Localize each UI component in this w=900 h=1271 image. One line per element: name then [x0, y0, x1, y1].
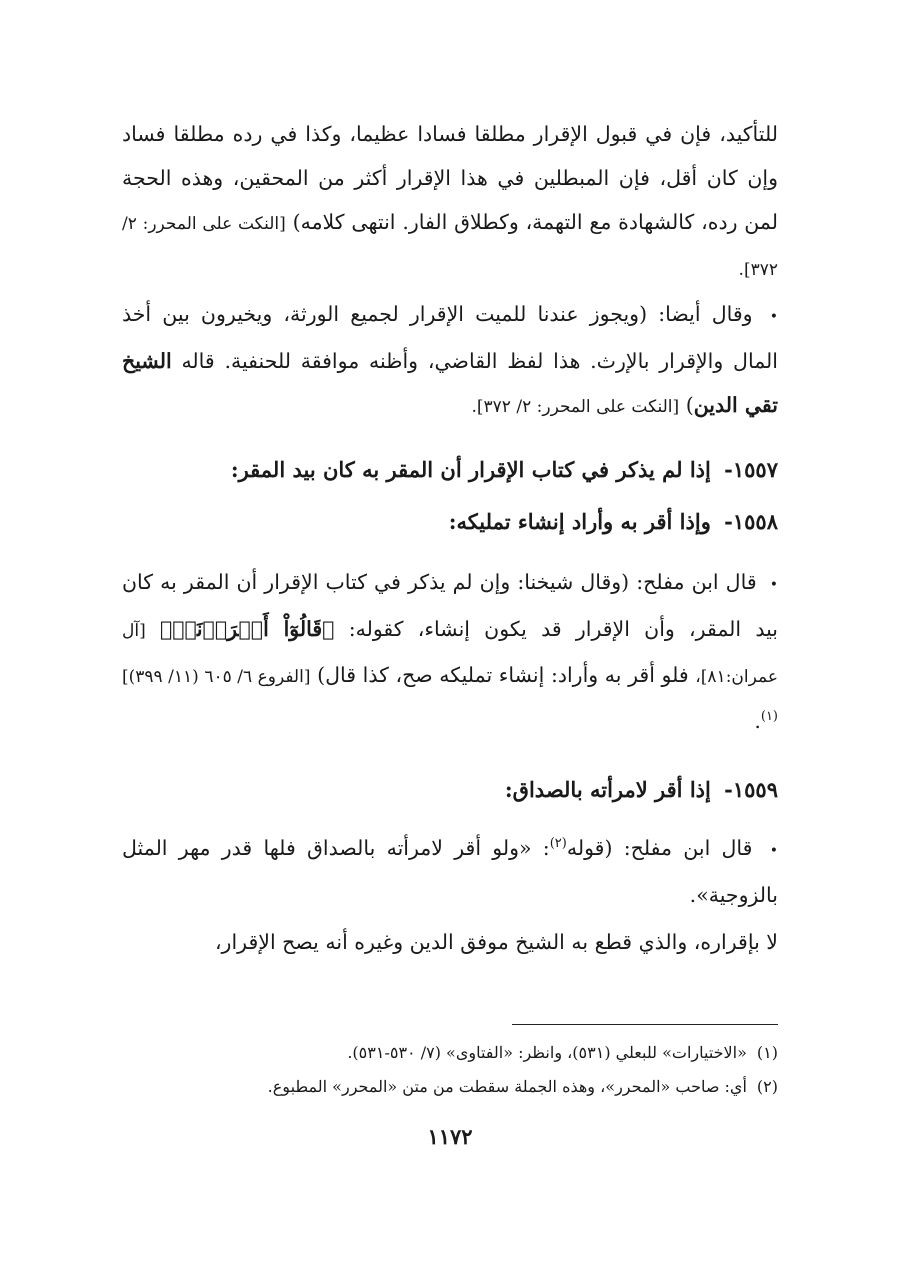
quran-reference: [آل عمران:٨١]،	[122, 621, 778, 687]
paragraph-4-text-2: : «ولو أقر لامرأته بالصداق فلها قدر مهر المثل بالزوجية».	[122, 836, 778, 907]
page-number: ١١٧٢	[427, 1124, 473, 1149]
paragraph-3-text-2: فلو أقر به وأراد: إنشاء تمليكه صح، كذا قال)	[317, 663, 689, 687]
quran-verse: ﴿قَالُوٓاْ أَقۡرَرۡنَاۚ﴾	[159, 617, 335, 641]
section-number: ١٥٥٧-	[724, 457, 778, 482]
footnote-text: «الاختيارات» للبعلي (٥٣١)، وانظر: «الفتاوى» (٧/ ٥٣٠-٥٣١).	[347, 1043, 747, 1062]
footnote-marker-1[interactable]: (١)	[760, 709, 778, 725]
section-heading-1559	[122, 768, 778, 812]
section-title: إذا لم يذكر في كتاب الإقرار أن المقر به كان بيد المقر:	[230, 457, 711, 482]
paragraph-2-text: وقال أيضا: (ويجوز عندنا للميت الإقرار لجميع الورثة، ويخيرون بين أخذ المال والإقرار بالإرث. هذا لفظ القاضي، وأظنه موافقة للحنفية. قاله	[122, 302, 778, 373]
section-heading-1557	[122, 448, 778, 492]
paragraph-2-bold-name: الشيخ تقي الدين	[122, 349, 778, 417]
footnote-2	[122, 1070, 778, 1104]
paragraph-1	[122, 112, 778, 292]
paragraph-4	[122, 826, 778, 917]
footnote-marker-2[interactable]: (٢)	[549, 836, 567, 852]
bullet-icon: •	[769, 577, 778, 593]
paragraph-5-text: لا بإقراره، والذي قطع به الشيخ موفق الدين وغيره أنه يصح الإقرار،	[214, 930, 778, 954]
section-title: إذا أقر لامرأته بالصداق:	[504, 777, 711, 802]
paragraph-3-reference: [الفروع ٦/ ٦٠٥ (١١/ ٣٩٩)]	[122, 667, 311, 687]
section-heading-1558	[122, 500, 778, 544]
paragraph-4-text: قال ابن مفلح: (قوله	[566, 836, 753, 860]
paragraph-3-end: .	[754, 709, 761, 733]
section-number: ١٥٥٩-	[724, 777, 778, 802]
section-title: وإذا أقر به وأراد إنشاء تمليكه:	[448, 509, 711, 534]
paragraph-3	[122, 560, 778, 743]
footnote-number: (٢)	[756, 1077, 778, 1096]
footnote-divider	[512, 1024, 778, 1025]
footnotes	[122, 1036, 778, 1104]
paragraph-2-close: )	[685, 393, 694, 417]
paragraph-1-text: للتأكيد، فإن في قبول الإقرار مطلقا فسادا عظيما، وكذا في رده مطلقا فساد وإن كان أقل، فإن المبطلين في هذا الإقرار أكثر من المحقين، وهذه الحجة لمن رده، كالشهادة مع التهمة، وكطلاق الفار. انتهى كلامه)	[122, 122, 778, 234]
section-number: ١٥٥٨-	[724, 509, 778, 534]
bullet-icon: •	[769, 309, 778, 325]
paragraph-1-reference: [النكت على المحرر: ٢/ ٣٧٢].	[122, 214, 778, 280]
footnote-1	[122, 1036, 778, 1070]
paragraph-2-reference: [النكت على المحرر: ٢/ ٣٧٢].	[471, 397, 680, 417]
paragraph-5	[122, 920, 778, 964]
paragraph-2	[122, 292, 778, 429]
footnote-number: (١)	[756, 1043, 778, 1062]
bullet-icon: •	[769, 843, 778, 859]
footnote-text: أي: صاحب «المحرر»، وهذه الجملة سقطت من متن «المحرر» المطبوع.	[267, 1077, 747, 1096]
paragraph-3-text: قال ابن مفلح: (وقال شيخنا: وإن لم يذكر في كتاب الإقرار أن المقر به كان بيد المقر، وأن الإقرار قد يكون إنشاء، كقوله:	[122, 570, 778, 641]
